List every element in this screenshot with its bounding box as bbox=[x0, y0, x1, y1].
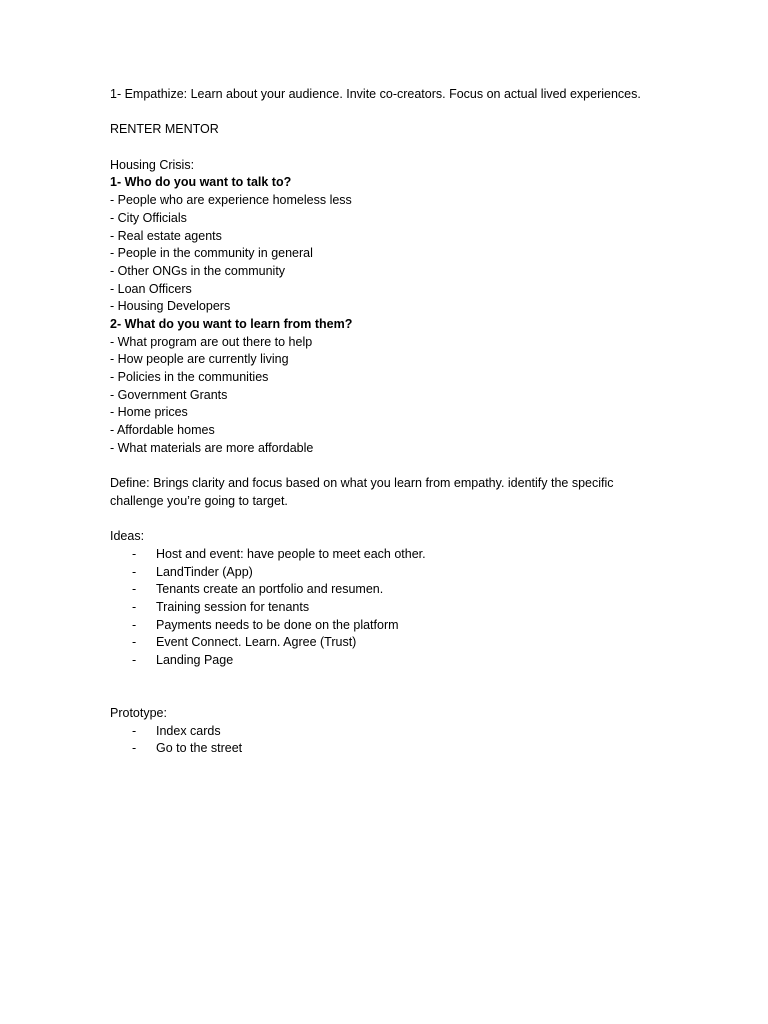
list-item: - Loan Officers bbox=[110, 281, 192, 296]
document-page bbox=[110, 86, 710, 758]
spacer bbox=[110, 687, 710, 705]
spacer bbox=[110, 104, 710, 122]
list-item: - Other ONGs in the community bbox=[110, 263, 286, 278]
list-item: - How people are currently living bbox=[110, 352, 289, 367]
list-item: - People who are experience homeless less bbox=[110, 193, 352, 208]
idea-text: Payments needs to be done on the platform bbox=[156, 617, 399, 632]
section-heading: Housing Crisis: bbox=[110, 157, 195, 172]
prototype-text: Index cards bbox=[156, 723, 221, 738]
bullet-dash: - bbox=[132, 546, 137, 561]
list-item bbox=[110, 740, 710, 758]
prototype-text: Go to the street bbox=[156, 741, 243, 756]
spacer bbox=[110, 139, 710, 157]
idea-text: Tenants create an portfolio and resumen. bbox=[156, 582, 384, 597]
bullet-dash: - bbox=[132, 635, 137, 650]
spacer bbox=[110, 670, 710, 688]
ideas-heading: Ideas: bbox=[110, 529, 145, 544]
idea-text: Event Connect. Learn. Agree (Trust) bbox=[156, 635, 357, 650]
bullet-dash: - bbox=[132, 599, 137, 614]
spacer bbox=[110, 511, 710, 529]
list-item bbox=[110, 581, 710, 599]
list-item bbox=[110, 546, 710, 564]
question-2: 2- What do you want to learn from them? bbox=[110, 316, 353, 331]
list-item: - Real estate agents bbox=[110, 228, 222, 243]
idea-text: Landing Page bbox=[156, 653, 234, 668]
list-item: - People in the community in general bbox=[110, 246, 313, 261]
bullet-dash: - bbox=[132, 723, 137, 738]
question-1: 1- Who do you want to talk to? bbox=[110, 175, 292, 190]
bullet-dash: - bbox=[132, 617, 137, 632]
list-item bbox=[110, 723, 710, 741]
list-item: - Housing Developers bbox=[110, 299, 231, 314]
bullet-dash: - bbox=[132, 653, 137, 668]
list-item: - Home prices bbox=[110, 405, 188, 420]
list-item bbox=[110, 617, 710, 635]
list-item: - What program are out there to help bbox=[110, 334, 313, 349]
intro-line: 1- Empathize: Learn about your audience. Invite co-creators. Focus on actual lived experiences. bbox=[110, 87, 641, 101]
list-item: - City Officials bbox=[110, 210, 187, 225]
list-item: - Affordable homes bbox=[110, 423, 215, 438]
bullet-dash: - bbox=[132, 741, 137, 756]
define-paragraph: Define: Brings clarity and focus based on what you learn from empathy. identify the specific challenge you’re going to target. bbox=[110, 476, 614, 508]
list-item: - Government Grants bbox=[110, 387, 228, 402]
bullet-dash: - bbox=[132, 564, 137, 579]
idea-text: Host and event: have people to meet each other. bbox=[156, 546, 426, 561]
list-item bbox=[110, 652, 710, 670]
list-item: - Policies in the communities bbox=[110, 370, 269, 384]
idea-text: Training session for tenants bbox=[156, 599, 310, 614]
list-item: - What materials are more affordable bbox=[110, 440, 314, 455]
spacer bbox=[110, 457, 710, 475]
list-item bbox=[110, 599, 710, 617]
idea-text: LandTinder (App) bbox=[156, 564, 253, 579]
prototype-heading: Prototype: bbox=[110, 706, 167, 721]
list-item bbox=[110, 634, 710, 652]
list-item bbox=[110, 564, 710, 582]
bullet-dash: - bbox=[132, 582, 137, 597]
project-title: RENTER MENTOR bbox=[110, 122, 219, 137]
